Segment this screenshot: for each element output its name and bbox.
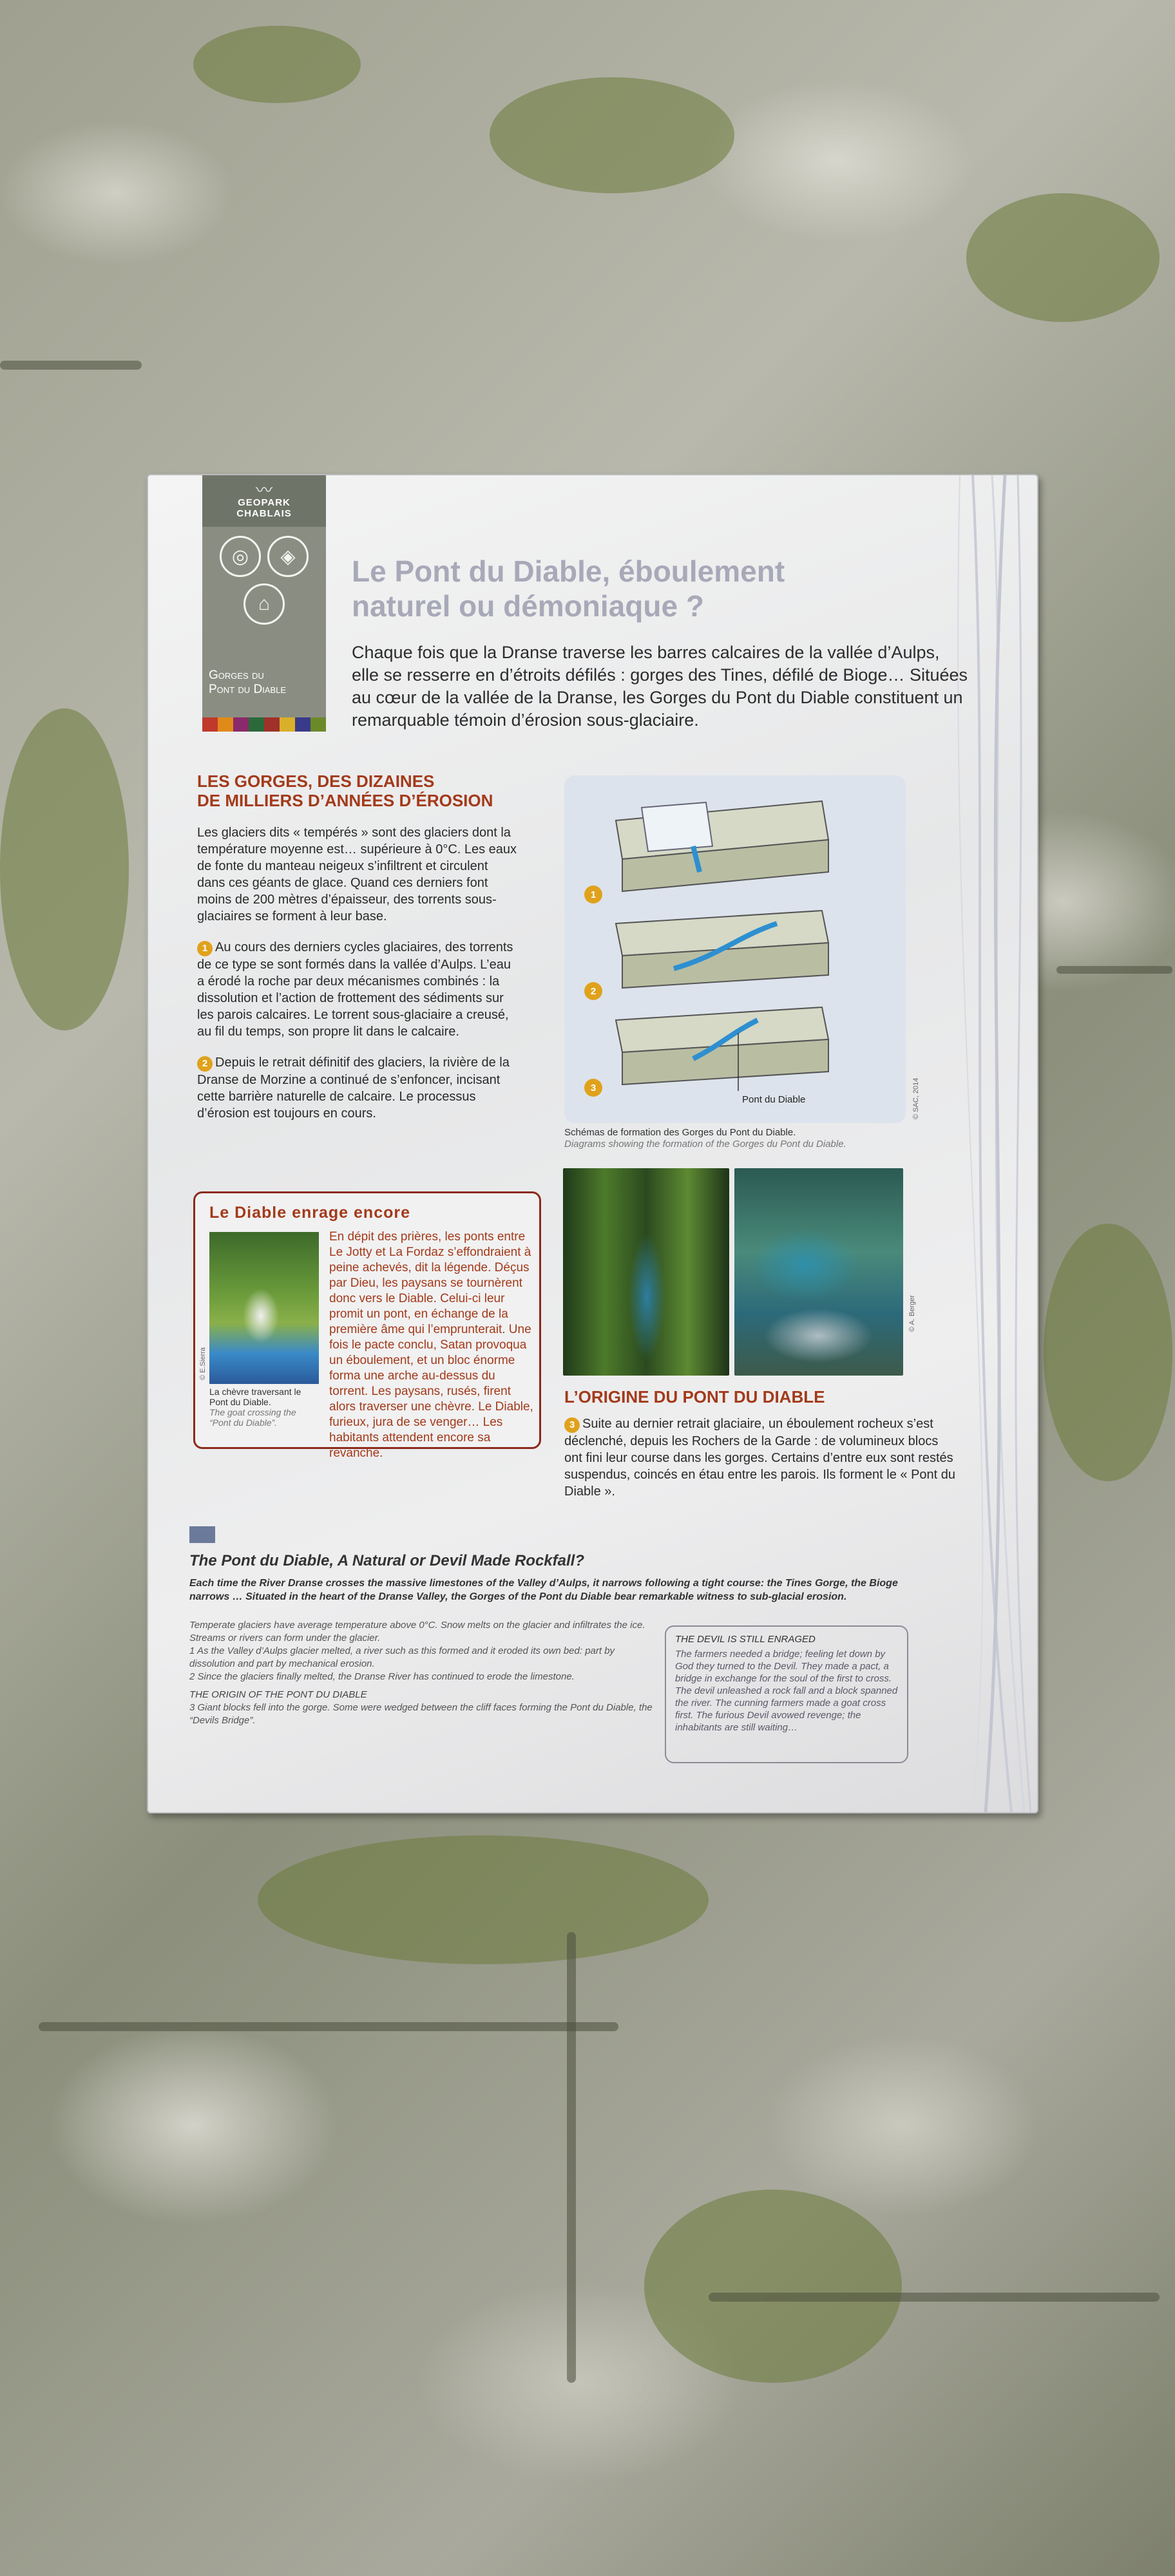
gorges-paragraph: Les glaciers dits « tempérés » sont des glaciers dont la température moyenne est… supérieure à 0°C. Les eaux de fonte du manteau neigeux s’infiltrent et circulent dans ces géants de glace. Quand ces derniers font moins de 200 mètres d’épaisseur, des torrents sous-glaciaires se forment à leur base. [197,826,517,923]
logo-geopark: GEOPARK [238,497,291,508]
step-number: 2 [590,986,597,997]
step-number: 1 [590,889,597,900]
english-origin-title: THE ORIGIN OF THE PONT DU DIABLE [189,1689,367,1700]
gorges-title [197,772,519,810]
gorge-photo [563,1168,729,1376]
landscape-icon: ◈ [267,536,309,577]
moss-patch [1044,1224,1172,1481]
rock-crack [1056,966,1172,974]
moss-patch [0,708,129,1030]
goat-caption-fr: La chèvre traversant le Pont du Diable. [209,1387,301,1407]
gorges-title-line2: DE MILLIERS D’ANNÉES D’ÉROSION [197,791,493,810]
color-bar-segment [218,717,233,732]
diagram-caption-fr: Schémas de formation des Gorges du Pont du Diable. [564,1127,796,1138]
moss-patch [490,77,734,193]
english-devil-box [665,1625,908,1763]
goat-caption-en: The goat crossing the “Pont du Diable”. [209,1407,296,1428]
moss-patch [193,26,361,103]
rock-crack [567,1932,576,2383]
step-badge: 2 [197,1056,213,1072]
gorge-photo [734,1168,903,1376]
step-number: 3 [590,1083,597,1094]
color-bar-segment [264,717,280,732]
gorges-paragraph-text: Depuis le retrait définitif des glaciers, la rivière de la Dranse de Morzine a continué de s’enfoncer, incisant cette barrière naturelle de calcaire. Le processus d’érosion est toujours en cours. [197,1056,510,1121]
moss-patch [644,2190,902,2383]
english-line: 2 Since the glaciers finally melted, the Dranse River has continued to erode the limestone. [189,1671,575,1682]
sign-title-line1: Le Pont du Diable, éboulement [352,554,785,588]
sign-title-line2: naturel ou démoniaque ? [352,589,704,623]
step-badge: 1 [197,941,213,956]
english-line: 3 Giant blocks fell into the gorge. Some were wedged between the cliff faces forming the Pont du Diable, the “Devils Bridge”. [189,1702,653,1726]
gorges-section [197,772,519,1122]
diagram-block [616,911,828,988]
english-box-text: The farmers needed a bridge; feeling let down by God they turned to the Devil. They made a pact, a bridge in exchange for the soul of the first to cross. The devil unleashed a rock fall and a block spanned the river. The cunning farmers made a goat cross first. The furious Devil avowed revenge; the inhabitants are still waiting… [675,1649,898,1733]
geology-icon: ◎ [220,536,261,577]
goat-photo [209,1232,319,1384]
moss-patch [966,193,1160,322]
rock-crack [0,361,142,370]
devil-legend-text: En dépit des prières, les ponts entre Le Jotty et La Fordaz s’effondraient à peine achevés, dit la légende. Déçus par Dieu, les paysans se tournèrent donc vers le Diable. Celui-ci leur promit un pont, en échange de la première âme qui l’emprunterait. Une fois le pacte conclu, Satan provoqua un éboulement, et un bloc énorme forma une arche au-dessus du torrent. Les paysans, rusés, firent alors traverser une chèvre. Le Diable, furieux, jura de se venger… Les habitants attendent encore sa revanche. [329,1230,533,1460]
diagram-caption [564,1127,925,1150]
diagram-caption-en: Diagrams showing the formation of the Gorges du Pont du Diable. [564,1139,846,1150]
step-badge: 3 [564,1417,580,1433]
rock-crack [39,2022,618,2031]
diagram-label: Pont du Diable [742,1094,806,1105]
english-line: 1 As the Valley d’Aulps glacier melted, a river such as this formed and it eroded its own bed: part by dissolution and part by mechanical erosion. [189,1645,615,1669]
origine-paragraph-text: Suite au dernier retrait glaciaire, un éboulement rocheux s’est déclenché, depuis les Rochers de la Garde : de volumineux blocs ont fini leur course dans les gorges. Certains d’entre eux sont restés suspendus, coincés en étau entre les parois. Ils forment le « Pont du Diable ». [564,1417,956,1499]
logo-chablais: CHABLAIS [236,508,292,519]
english-line: Temperate glaciers have average temperature above 0°C. Snow melts on the glacier and infiltrates the ice. Streams or rivers can form under the glacier. [189,1620,645,1643]
site-icon: ⌂ [244,583,285,625]
origine-title: L’ORIGINE DU PONT DU DIABLE [564,1387,825,1406]
gorges-paragraph-text: Au cours des derniers cycles glaciaires, des torrents de ce type se sont formés dans la vallée d’Aulps. L’eau a érodé la roche par deux mécanismes combinés : la dissolution et l’action de frottement des sédiments sur les parois calcaires. Le torrent sous-glaciaire a creusé, au fil du temps, son propre lit dans le calcaire. [197,940,513,1039]
color-bar-segment [310,717,326,732]
goat-photo-caption [209,1387,319,1428]
photo-copyright: © A. Berger [908,1294,916,1332]
origine-section [564,1387,957,1500]
geopark-logo [202,475,326,732]
formation-diagram [564,775,906,1123]
english-title: The Pont du Diable, A Natural or Devil Made Rockfall? [189,1552,584,1569]
english-details [189,1619,653,1727]
devil-title: Le Diable enrage encore [209,1204,411,1222]
goat-photo-copyright: © E.Sierra [199,1347,207,1380]
color-bar-segment [233,717,249,732]
english-intro: Each time the River Dranse crosses the massive limestones of the Valley d’Aulps, it narrows following a tight course: the Tines Gorge, the Bioge narrows … Situated in the heart of the Dranse Valley, the Gorges of the Pont du Diable bear remarkable witness to sub-glacial erosion. [189,1578,898,1602]
rock-crack [709,2293,1160,2302]
logo-site-name-line1: Gorges du [209,668,264,682]
uk-flag-icon [189,1526,215,1543]
gorges-title-line1: LES GORGES, DES DIZAINES [197,772,435,791]
diagram-block [616,801,828,891]
color-bar-segment [280,717,295,732]
information-sign [147,474,1038,1814]
sign-title [352,554,854,623]
logo-site-name-line2: Pont du Diable [209,683,287,696]
sign-intro: Chaque fois que la Dranse traverse les barres calcaires de la vallée d’Aulps, elle se resserre en d’étroits défilés : gorges des Tines, défilé de Bioge… Situées au cœur de la vallée de la Dranse, les Gorges du Pont du Diable constituent un remarquable témoin d’érosion sous-glaciaire. [352,643,968,730]
color-bar-segment [249,717,264,732]
mountain-wave-icon: 〰 [255,480,272,500]
gorges-paragraph [197,939,519,1040]
gorges-paragraph [197,1054,519,1122]
color-bar [202,717,326,732]
devil-legend-box [193,1191,541,1460]
color-bar-segment [202,717,218,732]
english-box-title: THE DEVIL IS STILL ENRAGED [675,1634,816,1645]
diagram-block [616,1007,828,1091]
origine-paragraph [564,1416,957,1500]
diagram-copyright: © SAC, 2014 [912,1077,920,1119]
moss-patch [258,1835,709,1964]
color-bar-segment [295,717,310,732]
